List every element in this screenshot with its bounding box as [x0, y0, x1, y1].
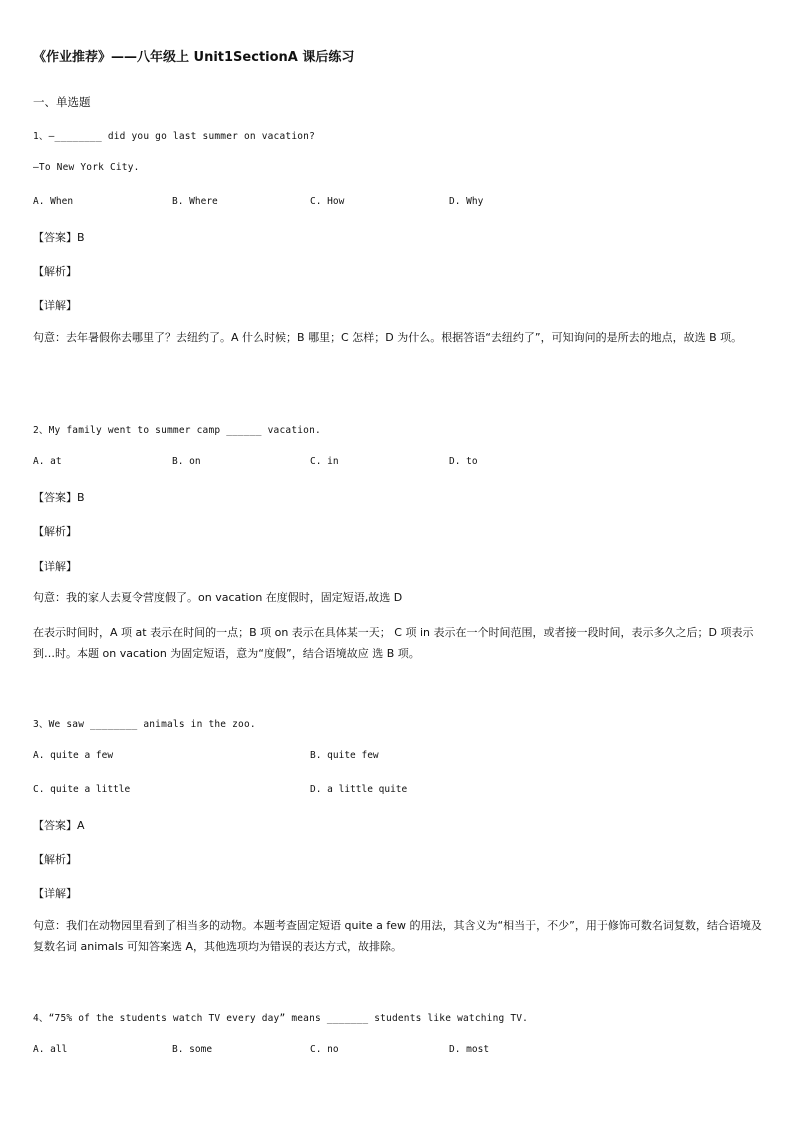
- question-2-option-d: D. to: [449, 456, 478, 467]
- question-2-answer: 【答案】B: [33, 491, 85, 504]
- question-4-option-a: A. all: [33, 1044, 68, 1055]
- question-2-option-c: C. in: [310, 456, 339, 467]
- question-1-reply: —To New York City.: [33, 162, 140, 173]
- question-4-option-b: B. some: [172, 1044, 213, 1055]
- question-3-answer: 【答案】A: [33, 819, 85, 832]
- question-2-explanation-2: 在表示时间时，A 项 at 表示在时间的一点；B 项 on 表示在具体某一天； C 项 in 表示在一个时间范围，或者接一段时间，表示多久之后；D 项表示到…时。本题 on vacation 为固定短语，意为“度假”，结合语境故应 选 B 项。: [33, 626, 754, 660]
- question-2-analysis-label: 【解析】: [33, 525, 77, 538]
- question-2-detail-label: 【详解】: [33, 560, 77, 573]
- question-3-option-b: B. quite few: [310, 750, 379, 761]
- section-title: 一、单选题: [33, 95, 91, 109]
- question-3-explanation: 句意：我们在动物园里看到了相当多的动物。本题考查固定短语 quite a few 的用法，其含义为“相当于，不少”，用于修饰可数名词复数，结合语境及复数名词 animals 可知答案选 A，其他选项均为错误的表达方式，故排除。: [33, 919, 762, 953]
- question-2-option-a: A. at: [33, 456, 62, 467]
- question-1-explanation: 句意：去年暑假你去哪里了？去纽约了。A 什么时候；B 哪里；C 怎样；D 为什么。根据答语“去纽约了”，可知询问的是所去的地点，故选 B 项。: [33, 331, 743, 344]
- question-3-option-c: C. quite a little: [33, 784, 131, 795]
- question-3-option-d: D. a little quite: [310, 784, 408, 795]
- question-4-option-c: C. no: [310, 1044, 339, 1055]
- question-3-analysis-label: 【解析】: [33, 853, 77, 866]
- document-title: 《作业推荐》——八年级上 Unit1SectionA 课后练习: [33, 50, 355, 65]
- question-2-stem: 2、My family went to summer camp ______ vacation.: [33, 425, 321, 436]
- question-4-option-d: D. most: [449, 1044, 490, 1055]
- question-1-option-d: D. Why: [449, 196, 484, 207]
- question-1-option-a: A. When: [33, 196, 74, 207]
- question-1-stem: 1、—________ did you go last summer on vacation?: [33, 131, 315, 142]
- question-1-analysis-label: 【解析】: [33, 265, 77, 278]
- question-4-stem: 4、“75% of the students watch TV every day” means _______ students like watching TV.: [33, 1013, 529, 1024]
- question-1-option-b: B. Where: [172, 196, 218, 207]
- question-3-option-a: A. quite a few: [33, 750, 114, 761]
- question-1-answer: 【答案】B: [33, 231, 85, 244]
- question-2-option-b: B. on: [172, 456, 201, 467]
- question-1-detail-label: 【详解】: [33, 299, 77, 312]
- question-3-detail-label: 【详解】: [33, 887, 77, 900]
- question-1-option-c: C. How: [310, 196, 345, 207]
- question-2-explanation-1: 句意：我的家人去夏令营度假了。on vacation 在度假时，固定短语,故选 D: [33, 591, 403, 604]
- question-3-stem: 3、We saw ________ animals in the zoo.: [33, 719, 256, 730]
